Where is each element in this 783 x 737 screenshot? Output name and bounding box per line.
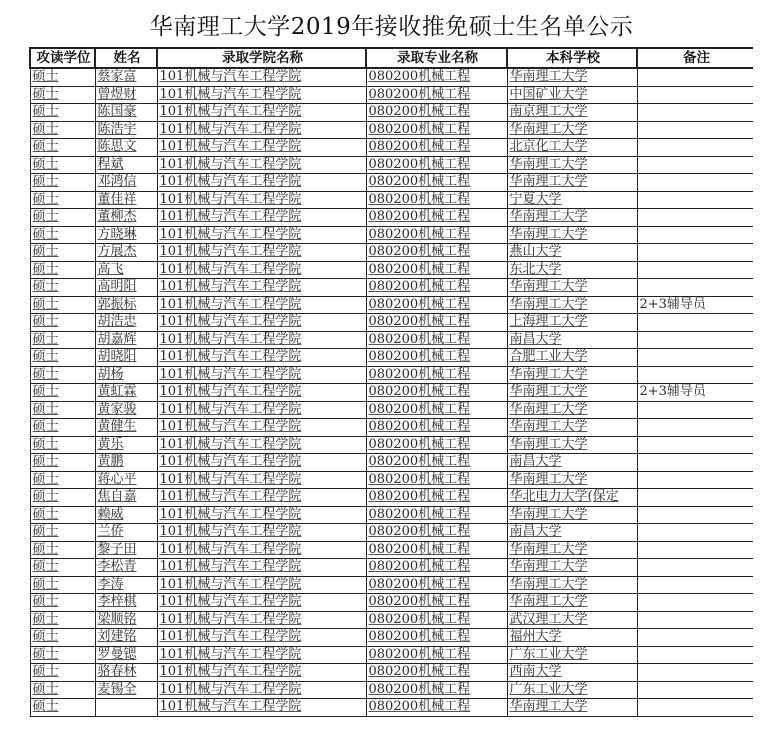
cell-remark bbox=[637, 261, 753, 279]
cell-college: 101机械与汽车工程学院 bbox=[157, 331, 366, 349]
cell-name: 麦锡全 bbox=[95, 681, 157, 699]
cell-name: 黄虹霖 bbox=[95, 384, 157, 402]
header-college: 录取学院名称 bbox=[157, 48, 366, 68]
cell-name: 高明阳 bbox=[95, 279, 157, 297]
cell-undergrad-school: 华南理工大学 bbox=[507, 506, 637, 524]
header-major: 录取专业名称 bbox=[366, 48, 507, 68]
table-row bbox=[30, 559, 753, 577]
cell-remark bbox=[637, 139, 753, 157]
cell-college: 101机械与汽车工程学院 bbox=[157, 576, 366, 594]
cell-degree: 硕士 bbox=[30, 104, 95, 122]
cell-undergrad-school: 华南理工大学 bbox=[507, 401, 637, 419]
cell-degree: 硕士 bbox=[30, 349, 95, 367]
table-row bbox=[30, 314, 753, 332]
cell-name: 黄健生 bbox=[95, 419, 157, 437]
cell-major: 080200机械工程 bbox=[366, 524, 507, 542]
table-row bbox=[30, 296, 753, 314]
cell-college: 101机械与汽车工程学院 bbox=[157, 86, 366, 104]
cell-remark bbox=[637, 314, 753, 332]
cell-name: 胡浩忠 bbox=[95, 314, 157, 332]
cell-undergrad-school: 西南大学 bbox=[507, 664, 637, 682]
cell-undergrad-school: 广东工业大学 bbox=[507, 646, 637, 664]
header-name: 姓名 bbox=[95, 48, 157, 68]
table-row bbox=[30, 681, 753, 699]
table-row bbox=[30, 699, 753, 717]
cell-major: 080200机械工程 bbox=[366, 629, 507, 647]
table-row bbox=[30, 646, 753, 664]
table-row bbox=[30, 121, 753, 139]
cell-major: 080200机械工程 bbox=[366, 314, 507, 332]
cell-college: 101机械与汽车工程学院 bbox=[157, 121, 366, 139]
cell-degree: 硕士 bbox=[30, 576, 95, 594]
cell-college: 101机械与汽车工程学院 bbox=[157, 646, 366, 664]
cell-name: 胡杨 bbox=[95, 366, 157, 384]
cell-degree: 硕士 bbox=[30, 629, 95, 647]
cell-major: 080200机械工程 bbox=[366, 419, 507, 437]
cell-undergrad-school: 华北电力大学(保定 bbox=[507, 489, 637, 507]
cell-remark bbox=[637, 576, 753, 594]
cell-major: 080200机械工程 bbox=[366, 68, 507, 86]
cell-name: 邓鸿信 bbox=[95, 174, 157, 192]
table-row bbox=[30, 664, 753, 682]
cell-college: 101机械与汽车工程学院 bbox=[157, 209, 366, 227]
cell-degree: 硕士 bbox=[30, 139, 95, 157]
cell-college: 101机械与汽车工程学院 bbox=[157, 629, 366, 647]
cell-major: 080200机械工程 bbox=[366, 279, 507, 297]
cell-degree: 硕士 bbox=[30, 279, 95, 297]
cell-college: 101机械与汽车工程学院 bbox=[157, 156, 366, 174]
table-row bbox=[30, 489, 753, 507]
table-row bbox=[30, 156, 753, 174]
cell-college: 101机械与汽车工程学院 bbox=[157, 314, 366, 332]
cell-major: 080200机械工程 bbox=[366, 436, 507, 454]
cell-college: 101机械与汽车工程学院 bbox=[157, 244, 366, 262]
cell-major: 080200机械工程 bbox=[366, 296, 507, 314]
table-row bbox=[30, 174, 753, 192]
cell-undergrad-school: 广东工业大学 bbox=[507, 681, 637, 699]
cell-undergrad-school: 华南理工大学 bbox=[507, 121, 637, 139]
cell-name: 胡嘉辉 bbox=[95, 331, 157, 349]
cell-undergrad-school: 华南理工大学 bbox=[507, 576, 637, 594]
cell-name: 李梓棋 bbox=[95, 594, 157, 612]
cell-remark bbox=[637, 226, 753, 244]
cell-major: 080200机械工程 bbox=[366, 541, 507, 559]
table-row bbox=[30, 226, 753, 244]
cell-remark bbox=[637, 559, 753, 577]
cell-remark bbox=[637, 86, 753, 104]
cell-degree: 硕士 bbox=[30, 559, 95, 577]
table-row bbox=[30, 611, 753, 629]
cell-remark bbox=[637, 681, 753, 699]
cell-college: 101机械与汽车工程学院 bbox=[157, 174, 366, 192]
cell-college: 101机械与汽车工程学院 bbox=[157, 191, 366, 209]
cell-undergrad-school: 宁夏大学 bbox=[507, 191, 637, 209]
table-row bbox=[30, 209, 753, 227]
cell-remark bbox=[637, 244, 753, 262]
cell-name: 梁顺铭 bbox=[95, 611, 157, 629]
cell-name: 方展杰 bbox=[95, 244, 157, 262]
table-row bbox=[30, 594, 753, 612]
table-row bbox=[30, 331, 753, 349]
cell-degree: 硕士 bbox=[30, 594, 95, 612]
cell-undergrad-school: 华南理工大学 bbox=[507, 471, 637, 489]
cell-remark bbox=[637, 454, 753, 472]
cell-undergrad-school: 武汉理工大学 bbox=[507, 611, 637, 629]
cell-college: 101机械与汽车工程学院 bbox=[157, 524, 366, 542]
cell-degree: 硕士 bbox=[30, 209, 95, 227]
cell-undergrad-school: 华南理工大学 bbox=[507, 226, 637, 244]
cell-name: 李涛 bbox=[95, 576, 157, 594]
cell-name: 曾煜财 bbox=[95, 86, 157, 104]
cell-name: 黄鹏 bbox=[95, 454, 157, 472]
cell-college: 101机械与汽车工程学院 bbox=[157, 681, 366, 699]
cell-remark bbox=[637, 279, 753, 297]
cell-major: 080200机械工程 bbox=[366, 699, 507, 717]
cell-undergrad-school: 华南理工大学 bbox=[507, 366, 637, 384]
cell-college: 101机械与汽车工程学院 bbox=[157, 296, 366, 314]
cell-remark bbox=[637, 646, 753, 664]
cell-undergrad-school: 中国矿业大学 bbox=[507, 86, 637, 104]
cell-degree: 硕士 bbox=[30, 664, 95, 682]
cell-college: 101机械与汽车工程学院 bbox=[157, 489, 366, 507]
cell-college: 101机械与汽车工程学院 bbox=[157, 594, 366, 612]
table-row bbox=[30, 541, 753, 559]
table-row bbox=[30, 349, 753, 367]
cell-degree: 硕士 bbox=[30, 244, 95, 262]
cell-undergrad-school: 华南理工大学 bbox=[507, 209, 637, 227]
table-row bbox=[30, 454, 753, 472]
cell-college: 101机械与汽车工程学院 bbox=[157, 401, 366, 419]
cell-name: 陈浩宇 bbox=[95, 121, 157, 139]
cell-remark: 2+3辅导员 bbox=[637, 296, 753, 314]
cell-college: 101机械与汽车工程学院 bbox=[157, 611, 366, 629]
cell-name: 陈思文 bbox=[95, 139, 157, 157]
cell-undergrad-school: 上海理工大学 bbox=[507, 314, 637, 332]
cell-degree: 硕士 bbox=[30, 314, 95, 332]
cell-name: 黎子田 bbox=[95, 541, 157, 559]
cell-major: 080200机械工程 bbox=[366, 244, 507, 262]
cell-name: 黄家骏 bbox=[95, 401, 157, 419]
cell-college: 101机械与汽车工程学院 bbox=[157, 454, 366, 472]
cell-degree: 硕士 bbox=[30, 524, 95, 542]
cell-major: 080200机械工程 bbox=[366, 489, 507, 507]
cell-name: 董柳杰 bbox=[95, 209, 157, 227]
cell-remark bbox=[637, 594, 753, 612]
table-row bbox=[30, 436, 753, 454]
cell-undergrad-school: 南昌大学 bbox=[507, 331, 637, 349]
cell-college: 101机械与汽车工程学院 bbox=[157, 68, 366, 86]
cell-undergrad-school: 北京化工大学 bbox=[507, 139, 637, 157]
cell-undergrad-school: 华南理工大学 bbox=[507, 419, 637, 437]
cell-degree: 硕士 bbox=[30, 366, 95, 384]
cell-college: 101机械与汽车工程学院 bbox=[157, 366, 366, 384]
table-row bbox=[30, 86, 753, 104]
cell-degree: 硕士 bbox=[30, 331, 95, 349]
cell-major: 080200机械工程 bbox=[366, 611, 507, 629]
table-row bbox=[30, 384, 753, 402]
cell-major: 080200机械工程 bbox=[366, 226, 507, 244]
cell-college: 101机械与汽车工程学院 bbox=[157, 104, 366, 122]
cell-remark bbox=[637, 68, 753, 86]
cell-major: 080200机械工程 bbox=[366, 209, 507, 227]
cell-major: 080200机械工程 bbox=[366, 506, 507, 524]
cell-name: 陈国豪 bbox=[95, 104, 157, 122]
cell-college: 101机械与汽车工程学院 bbox=[157, 139, 366, 157]
table-row bbox=[30, 506, 753, 524]
table-row bbox=[30, 279, 753, 297]
cell-degree: 硕士 bbox=[30, 68, 95, 86]
cell-remark bbox=[637, 209, 753, 227]
cell-name: 蔡家富 bbox=[95, 68, 157, 86]
cell-undergrad-school: 华南理工大学 bbox=[507, 174, 637, 192]
cell-degree: 硕士 bbox=[30, 436, 95, 454]
cell-remark bbox=[637, 611, 753, 629]
cell-degree: 硕士 bbox=[30, 646, 95, 664]
cell-remark bbox=[637, 156, 753, 174]
cell-degree: 硕士 bbox=[30, 506, 95, 524]
cell-undergrad-school: 华南理工大学 bbox=[507, 699, 637, 717]
cell-name: 胡晓阳 bbox=[95, 349, 157, 367]
cell-name: 董佳祥 bbox=[95, 191, 157, 209]
cell-remark bbox=[637, 419, 753, 437]
cell-college: 101机械与汽车工程学院 bbox=[157, 699, 366, 717]
cell-degree: 硕士 bbox=[30, 541, 95, 559]
cell-degree: 硕士 bbox=[30, 699, 95, 717]
cell-remark bbox=[637, 121, 753, 139]
cell-degree: 硕士 bbox=[30, 226, 95, 244]
cell-name: 骆春林 bbox=[95, 664, 157, 682]
table-row bbox=[30, 366, 753, 384]
cell-degree: 硕士 bbox=[30, 261, 95, 279]
cell-major: 080200机械工程 bbox=[366, 646, 507, 664]
cell-degree: 硕士 bbox=[30, 419, 95, 437]
cell-college: 101机械与汽车工程学院 bbox=[157, 506, 366, 524]
cell-degree: 硕士 bbox=[30, 401, 95, 419]
cell-major: 080200机械工程 bbox=[366, 139, 507, 157]
cell-remark bbox=[637, 699, 753, 717]
table-row bbox=[30, 104, 753, 122]
cell-college: 101机械与汽车工程学院 bbox=[157, 349, 366, 367]
cell-college: 101机械与汽车工程学院 bbox=[157, 419, 366, 437]
header-degree: 攻读学位 bbox=[30, 48, 95, 68]
cell-remark bbox=[637, 366, 753, 384]
admission-list-table bbox=[29, 47, 753, 737]
cell-remark bbox=[637, 629, 753, 647]
cell-name: 高飞 bbox=[95, 261, 157, 279]
cell-degree: 硕士 bbox=[30, 86, 95, 104]
cell-undergrad-school: 合肥工业大学 bbox=[507, 349, 637, 367]
cell-degree: 硕士 bbox=[30, 296, 95, 314]
cell-major: 080200机械工程 bbox=[366, 384, 507, 402]
cell-undergrad-school: 华南理工大学 bbox=[507, 296, 637, 314]
table-row bbox=[30, 629, 753, 647]
cell-name: 赖威 bbox=[95, 506, 157, 524]
cell-degree: 硕士 bbox=[30, 191, 95, 209]
cell-degree: 硕士 bbox=[30, 471, 95, 489]
cell-name: 方晓琳 bbox=[95, 226, 157, 244]
cell-name: 李松青 bbox=[95, 559, 157, 577]
cell-degree: 硕士 bbox=[30, 384, 95, 402]
cell-remark: 2+3辅导员 bbox=[637, 384, 753, 402]
cell-major: 080200机械工程 bbox=[366, 454, 507, 472]
cell-college: 101机械与汽车工程学院 bbox=[157, 261, 366, 279]
cell-name: 罗曼锶 bbox=[95, 646, 157, 664]
cell-college: 101机械与汽车工程学院 bbox=[157, 436, 366, 454]
cell-remark bbox=[637, 489, 753, 507]
table-row bbox=[30, 244, 753, 262]
cell-undergrad-school: 南京理工大学 bbox=[507, 104, 637, 122]
cell-degree: 硕士 bbox=[30, 611, 95, 629]
cell-remark bbox=[637, 349, 753, 367]
cell-remark bbox=[637, 524, 753, 542]
cell-remark bbox=[637, 506, 753, 524]
cell-major: 080200机械工程 bbox=[366, 191, 507, 209]
table-row bbox=[30, 419, 753, 437]
cell-name: 刘建铭 bbox=[95, 629, 157, 647]
cell-name: 焦自嘉 bbox=[95, 489, 157, 507]
cell-degree: 硕士 bbox=[30, 489, 95, 507]
table-row bbox=[30, 524, 753, 542]
table-row bbox=[30, 471, 753, 489]
cell-major: 080200机械工程 bbox=[366, 331, 507, 349]
cell-remark bbox=[637, 401, 753, 419]
table-header-row bbox=[30, 48, 753, 68]
table-row bbox=[30, 261, 753, 279]
cell-undergrad-school: 华南理工大学 bbox=[507, 436, 637, 454]
cell-major: 080200机械工程 bbox=[366, 261, 507, 279]
cell-college: 101机械与汽车工程学院 bbox=[157, 559, 366, 577]
cell-remark bbox=[637, 436, 753, 454]
page-title: 华南理工大学2019年接收推免硕士生名单公示 bbox=[149, 14, 634, 40]
cell-remark bbox=[637, 541, 753, 559]
cell-name bbox=[95, 699, 157, 717]
cell-undergrad-school: 南昌大学 bbox=[507, 454, 637, 472]
cell-undergrad-school: 南昌大学 bbox=[507, 524, 637, 542]
cell-remark bbox=[637, 471, 753, 489]
cell-major: 080200机械工程 bbox=[366, 366, 507, 384]
cell-major: 080200机械工程 bbox=[366, 594, 507, 612]
cell-major: 080200机械工程 bbox=[366, 681, 507, 699]
cell-major: 080200机械工程 bbox=[366, 349, 507, 367]
table-row bbox=[30, 191, 753, 209]
cell-college: 101机械与汽车工程学院 bbox=[157, 664, 366, 682]
cell-major: 080200机械工程 bbox=[366, 401, 507, 419]
cell-undergrad-school: 华南理工大学 bbox=[507, 541, 637, 559]
cell-major: 080200机械工程 bbox=[366, 86, 507, 104]
cell-degree: 硕士 bbox=[30, 454, 95, 472]
cell-college: 101机械与汽车工程学院 bbox=[157, 384, 366, 402]
table-row bbox=[30, 576, 753, 594]
cell-degree: 硕士 bbox=[30, 121, 95, 139]
cell-name: 程斌 bbox=[95, 156, 157, 174]
cell-remark bbox=[637, 104, 753, 122]
cell-college: 101机械与汽车工程学院 bbox=[157, 471, 366, 489]
cell-undergrad-school: 东北大学 bbox=[507, 261, 637, 279]
cell-major: 080200机械工程 bbox=[366, 156, 507, 174]
cell-undergrad-school: 燕山大学 bbox=[507, 244, 637, 262]
cell-degree: 硕士 bbox=[30, 681, 95, 699]
cell-major: 080200机械工程 bbox=[366, 664, 507, 682]
cell-undergrad-school: 华南理工大学 bbox=[507, 384, 637, 402]
cell-major: 080200机械工程 bbox=[366, 576, 507, 594]
cell-remark bbox=[637, 664, 753, 682]
cell-major: 080200机械工程 bbox=[366, 121, 507, 139]
cell-name: 兰侨 bbox=[95, 524, 157, 542]
table-row bbox=[30, 68, 753, 86]
table-row bbox=[30, 401, 753, 419]
cell-major: 080200机械工程 bbox=[366, 559, 507, 577]
cell-major: 080200机械工程 bbox=[366, 104, 507, 122]
header-remark: 备注 bbox=[637, 48, 753, 68]
cell-major: 080200机械工程 bbox=[366, 174, 507, 192]
table-body bbox=[30, 68, 753, 716]
cell-undergrad-school: 华南理工大学 bbox=[507, 559, 637, 577]
cell-undergrad-school: 华南理工大学 bbox=[507, 68, 637, 86]
cell-remark bbox=[637, 191, 753, 209]
cell-undergrad-school: 华南理工大学 bbox=[507, 279, 637, 297]
header-undergrad-school: 本科学校 bbox=[507, 48, 637, 68]
cell-name: 郭振标 bbox=[95, 296, 157, 314]
cell-major: 080200机械工程 bbox=[366, 471, 507, 489]
cell-college: 101机械与汽车工程学院 bbox=[157, 226, 366, 244]
cell-degree: 硕士 bbox=[30, 174, 95, 192]
cell-undergrad-school: 华南理工大学 bbox=[507, 156, 637, 174]
table-row bbox=[30, 139, 753, 157]
cell-remark bbox=[637, 331, 753, 349]
cell-college: 101机械与汽车工程学院 bbox=[157, 541, 366, 559]
cell-remark bbox=[637, 174, 753, 192]
cell-undergrad-school: 福州大学 bbox=[507, 629, 637, 647]
cell-undergrad-school: 华南理工大学 bbox=[507, 594, 637, 612]
cell-name: 黄乐 bbox=[95, 436, 157, 454]
cell-college: 101机械与汽车工程学院 bbox=[157, 279, 366, 297]
cell-name: 蒋心平 bbox=[95, 471, 157, 489]
cell-degree: 硕士 bbox=[30, 156, 95, 174]
